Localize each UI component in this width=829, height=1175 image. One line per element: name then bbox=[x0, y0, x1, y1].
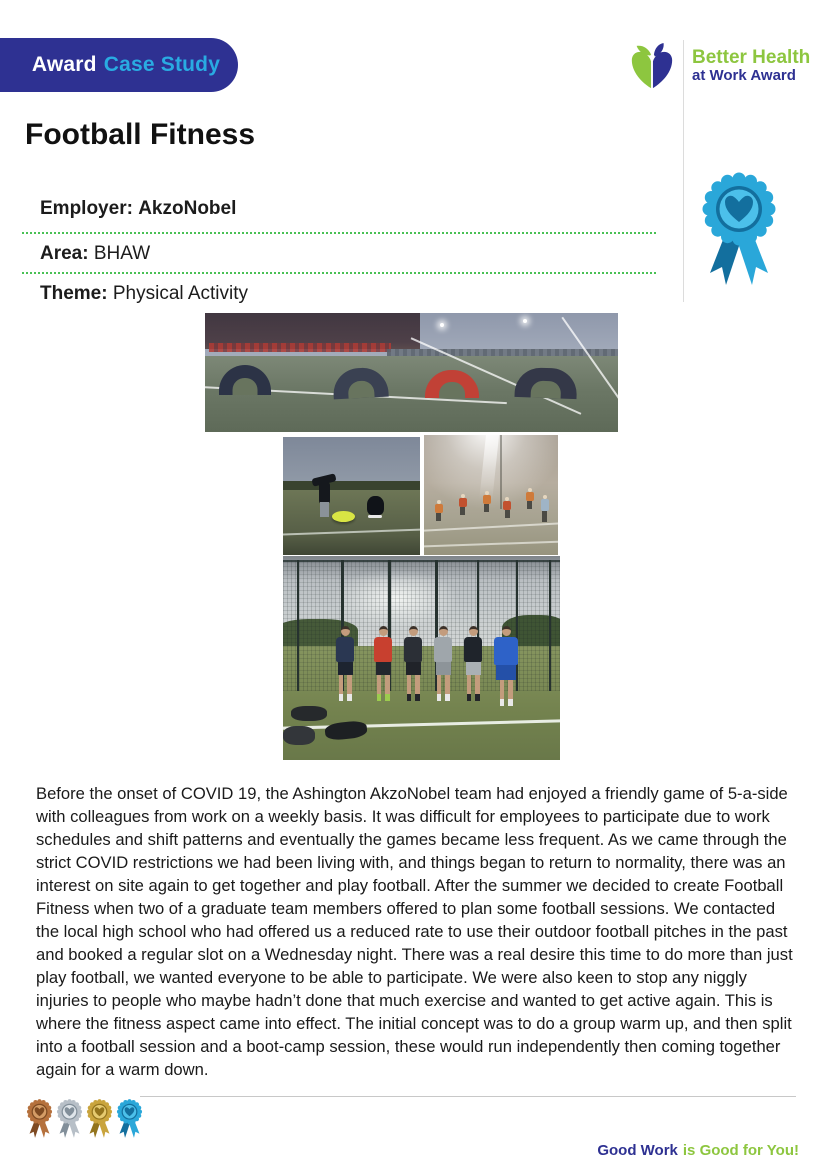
player-figure bbox=[541, 495, 549, 517]
logo-title: Better Health bbox=[692, 47, 811, 68]
employer-label: Employer: bbox=[40, 198, 133, 219]
theme-row bbox=[40, 283, 248, 305]
employer-value: AkzoNobel bbox=[138, 198, 237, 219]
player-figure bbox=[483, 491, 491, 512]
theme-value: Physical Activity bbox=[112, 283, 249, 304]
heart-apple-logo-icon bbox=[628, 42, 676, 92]
team-member bbox=[401, 626, 425, 701]
photo-bootcamp-field bbox=[283, 437, 420, 555]
team-member bbox=[333, 626, 357, 701]
player-figure bbox=[435, 500, 443, 521]
better-health-logo-text bbox=[692, 48, 810, 84]
photo-team-group bbox=[283, 556, 560, 760]
bronze-rosette-icon bbox=[24, 1097, 55, 1143]
footer-slogan bbox=[597, 1142, 799, 1159]
silver-rosette-icon bbox=[54, 1097, 85, 1143]
badge-award-label: Award bbox=[31, 53, 97, 76]
photo-warmup-stretching bbox=[205, 313, 618, 432]
dotted-divider bbox=[22, 272, 656, 274]
footer-divider bbox=[140, 1096, 796, 1097]
slogan-is-good-for-you: is Good for You! bbox=[682, 1142, 799, 1159]
player-figure bbox=[526, 488, 534, 509]
kit-bag bbox=[291, 706, 327, 721]
crouching-figure bbox=[367, 496, 384, 515]
dotted-divider bbox=[22, 232, 656, 234]
player-figure bbox=[459, 494, 467, 515]
area-value: BHAW bbox=[93, 243, 151, 264]
player-figure bbox=[503, 497, 511, 518]
employer-row bbox=[40, 198, 236, 220]
blue-award-rosette-icon bbox=[694, 167, 784, 299]
slogan-good-work: Good Work bbox=[597, 1142, 678, 1159]
floodlight bbox=[523, 319, 527, 323]
team-member bbox=[461, 626, 485, 701]
logo-subtitle: at Work Award bbox=[692, 66, 796, 84]
gold-rosette-icon bbox=[84, 1097, 115, 1143]
page-title: Football Fitness bbox=[25, 118, 256, 151]
team-member bbox=[491, 626, 521, 706]
kit-bag bbox=[283, 726, 315, 745]
award-case-study-badge bbox=[0, 38, 238, 92]
team-member bbox=[431, 626, 455, 701]
badge-case-study-label: Case Study bbox=[103, 53, 221, 76]
area-label: Area: bbox=[40, 243, 89, 264]
photo-floodlit-pitch bbox=[424, 435, 558, 555]
team-member bbox=[371, 626, 395, 701]
blue-rosette-icon bbox=[114, 1097, 145, 1143]
header-vertical-divider bbox=[683, 40, 684, 302]
case-study-body-text: Before the onset of COVID 19, the Ashington AkzoNobel team had enjoyed a friendly game of 5-a-side with colleagues from work on a weekly basis. It was difficult for employees to participate due to work schedules and shift patterns and eventually the games became less frequent. As we came through the strict COVID restrictions we had been living with, and things began to return to normality, there was an interest on site again to get together and play football. After the summer we decided to create Football Fitness when two of a graduate team members offered to plan some football sessions. We contacted the local high school who had offered us a reduced rate to use their outdoor football pitches in the past and booked a regular slot on a Wednesday night. There was a real desire this time to do more than just play football, we wanted everyone to be able to participate. We were also keen to stop any niggly injuries to people who maybe hadn’t done that much exercise and wanted to get active again. This is where the fitness aspect came into effect. The initial concept was to do a group warm up, and then split into a football session and a boot-camp session, these would run independently then coming together again for a warm down. bbox=[36, 784, 793, 1079]
theme-label: Theme: bbox=[40, 283, 108, 304]
award-level-rosettes bbox=[24, 1097, 144, 1143]
area-row bbox=[40, 243, 150, 265]
